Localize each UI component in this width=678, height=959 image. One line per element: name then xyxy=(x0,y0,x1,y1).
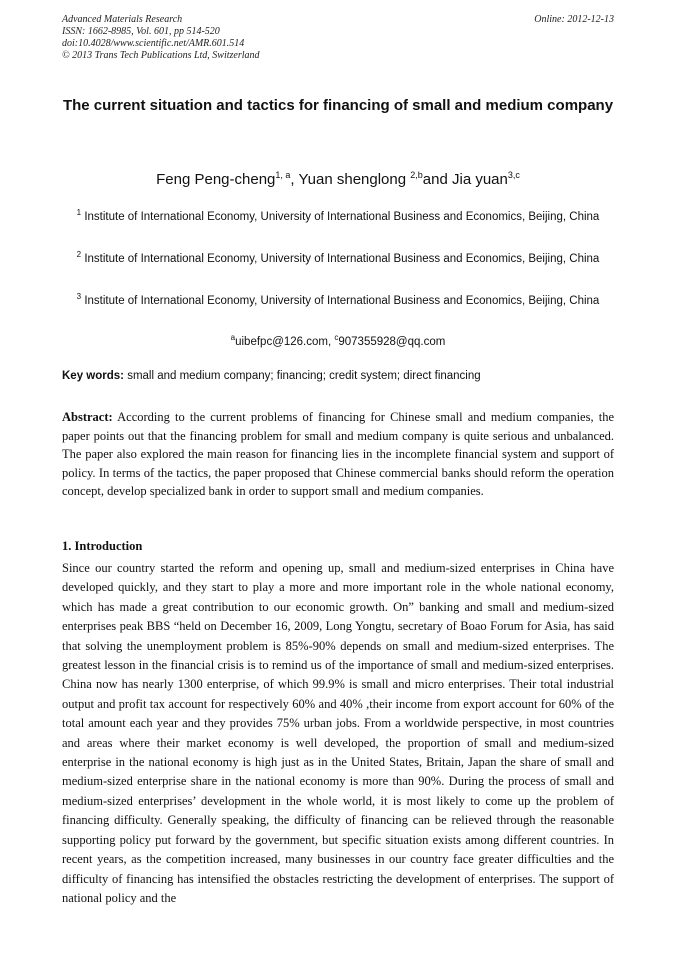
abstract xyxy=(62,408,614,501)
online-date: Online: 2012-12-13 xyxy=(534,14,614,25)
abstract-text: According to the current problems of financing for Chinese small and medium companies, the paper points out that the financing problem for small and medium company is quite serious and unbalanced. The paper also explored the main reason for financing lies in the incomplete financial system and support of policy. In terms of the tactics, the paper proposed that Chinese commercial banks should reform the operation concept, develop specialized bank in order to support small and medium companies. xyxy=(62,410,614,499)
author-affiliation-mark: 1, a xyxy=(275,170,291,180)
affiliation-number: 2 xyxy=(76,250,82,259)
author-separator: , xyxy=(290,171,299,188)
email-line xyxy=(62,328,614,352)
email-mark: c xyxy=(334,333,339,342)
doi-line: doi:10.4028/www.scientific.net/AMR.601.514 xyxy=(62,38,245,49)
section-heading: 1. Introduction xyxy=(62,539,143,553)
affiliation-number: 1 xyxy=(76,208,82,217)
journal-name: Advanced Materials Research xyxy=(62,14,183,25)
author-name: Jia yuan xyxy=(451,171,508,188)
paper-title: The current situation and tactics for financing of small and medium company xyxy=(62,97,614,114)
body-paragraph: Since our country started the reform and opening up, small and medium-sized enterprises in China have developed quickly, and they start to play a more and more important role in the whole national economy, which has made a great contribution to our economic growth. On” banking and small and medium-sized enterprises peak BBS “held on December 16, 2009, Long Yongtu, secretary of Boao Forum for Asia, has said that solving the unemployment problem is 85%-90% depends on small and medium-sized enterprises. The greatest lesson in the financial crisis is to remind us of the importance of small and medium-sized enterprises. China now has nearly 1300 enterprise, of which 99.9% is small and micro enterprises. Their total industrial output and profit tax account for respectively 60% and 40% ,their income from export account for 60% of the total amount each year and they provides 75% urban jobs. From a worldwide perspective, in most countries and areas where their market economy is well developed, the proportion of small and medium-sized enterprise in the national economy is high just as in the United States, Britain, Japan the share of small and medium-sized enterprise share in the national economy is more than 90%. During the process of small and medium-sized enterprises’ development in the whole world, it is most likely to come up the problem of financing difficulty. Generally speaking, the difficulty of financing can be relieved through the reasonable supporting policy put forward by the government, but specific situation exists among different countries. In recent years, as the competition increased, many businesses in our country face greater difficulties and the difficulty of financing has intensified the obstacles restricting the development of enterprises. The support of national policy and the xyxy=(62,561,614,905)
author-affiliation-mark: 3,c xyxy=(507,170,520,180)
abstract-label: Abstract: xyxy=(62,410,113,424)
affiliation-text: Institute of International Economy, University of International Business and Economics, Beijing, China xyxy=(81,252,600,265)
keywords xyxy=(62,367,618,385)
affiliation-text: Institute of International Economy, University of International Business and Economics, Beijing, China xyxy=(81,294,600,307)
email-address[interactable]: uibefpc@126.com, xyxy=(235,335,335,348)
affiliation-number: 3 xyxy=(76,292,82,301)
author-name: Feng Peng-cheng xyxy=(156,171,276,188)
affiliation xyxy=(62,286,614,312)
keywords-label: Key words: xyxy=(62,370,124,382)
email-address[interactable]: 907355928@qq.com xyxy=(338,335,446,348)
affiliation-text: Institute of International Economy, University of International Business and Economics, Beijing, China xyxy=(81,210,600,223)
affiliation xyxy=(62,202,614,228)
copyright-line: © 2013 Trans Tech Publications Ltd, Switzerland xyxy=(62,50,260,61)
author-affiliation-mark: 2,b xyxy=(410,170,423,180)
email-mark: a xyxy=(230,333,236,342)
affiliation xyxy=(62,244,614,270)
journal-header xyxy=(62,14,260,62)
author-separator: and xyxy=(422,171,452,188)
author-name: Yuan shenglong xyxy=(298,171,411,188)
keywords-text: small and medium company; financing; credit system; direct financing xyxy=(124,370,481,382)
issn-line: ISSN: 1662-8985, Vol. 601, pp 514-520 xyxy=(62,26,220,37)
author-list xyxy=(62,165,614,190)
